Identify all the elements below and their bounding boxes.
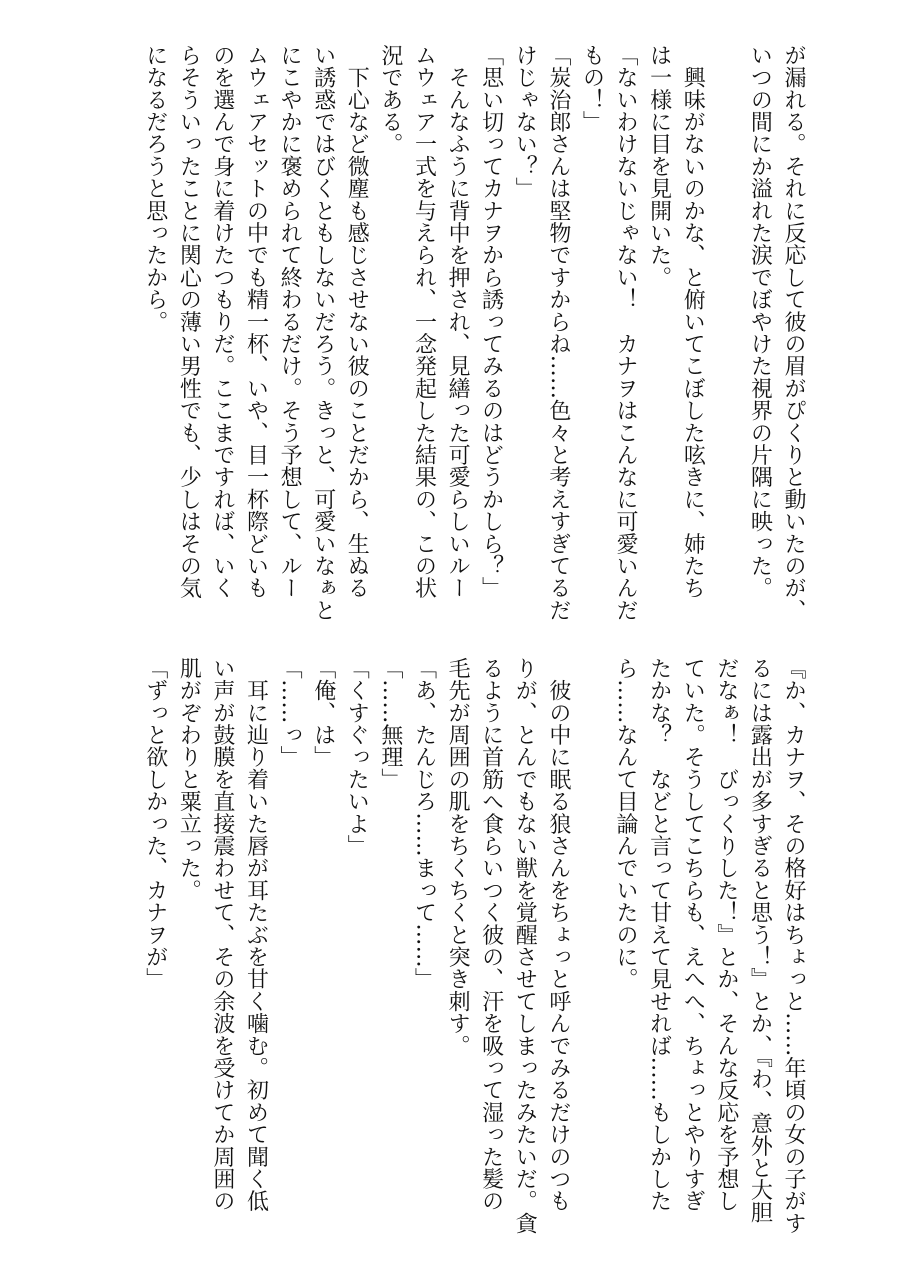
text-line <box>575 657 609 1247</box>
text-line: にこやかに褒められて終わるだけ。そう予想して、ルー <box>277 44 303 599</box>
text-line: が漏れる。それに反応して彼の眉がぴくりと動いたのが、 <box>781 44 806 622</box>
text-block-top <box>138 44 810 634</box>
text-line: 耳に辿り着いた唇が耳たぶを甘く噛む。初めて聞く低 <box>243 657 269 1212</box>
text-line: けじゃない？」 <box>512 44 538 200</box>
text-line: そんなふうに背中を押され、見繕った可愛らしいルー <box>445 44 471 599</box>
text-line: るように首筋へ食らいつく彼の、汗を吸って湿った髪の <box>478 657 504 1212</box>
text-line: 下心など微塵も感じさせない彼のことだから、生ぬる <box>344 44 370 599</box>
text-line: い誘惑ではびくともしないだろう。きっと、可愛いなぁと <box>310 44 336 622</box>
text-line: らそういったことに関心の薄い男性でも、少しはその気 <box>176 44 202 599</box>
text-line <box>709 44 743 634</box>
text-line: だなぁ！ びっくりした！』とか、そんな反応を予想し <box>713 657 739 1212</box>
text-line: 「思い切ってカナヲから誘ってみるのはどうかしら？」 <box>478 44 504 599</box>
text-line: 「……無理」 <box>377 657 403 791</box>
text-line: ムウェアセットの中でも精一杯、いや、目一杯際どいも <box>243 44 269 599</box>
text-line: 『か、カナヲ、その格好はちょっと……年頃の女の子がす <box>781 657 806 1235</box>
text-line: もの！」 <box>579 44 605 133</box>
text-line: のを選んで身に着けたつもりだ。ここまですれば、いく <box>209 44 235 599</box>
text-line: るには露出が多すぎると思う！』とか、『わ、意外と大胆 <box>747 657 773 1224</box>
text-line: 「俺、は」 <box>310 657 336 768</box>
text-line: 毛先が周囲の肌をちくちくと突き刺す。 <box>445 657 471 1057</box>
text-line: 「……っ」 <box>277 657 303 768</box>
text-line: いつの間にか溢れた涙でぼやけた視界の片隅に映った。 <box>747 44 773 599</box>
text-line: 「炭治郎さんは堅物ですからね……色々と考えすぎてるだ <box>545 44 571 622</box>
text-line: い声が鼓膜を直接震わせて、その余波を受けてか周囲の <box>209 657 235 1212</box>
text-line: ら……なんて目論んでいたのに。 <box>613 657 639 990</box>
text-line: ていた。そうしてこちらも、えへへ、ちょっとやりすぎ <box>680 657 706 1212</box>
text-line: 興味がないのかな、と俯いてこぼした呟きに、姉たち <box>680 44 706 599</box>
text-line: 「ないわけないじゃない！ カナヲはこんなに可愛いんだ <box>613 44 639 622</box>
text-line: りが、とんでもない獣を覚醒させてしまったみたいだ。貪 <box>512 657 538 1235</box>
text-line: 「あ、たんじろ……まって……」 <box>411 657 437 990</box>
text-line: 況である。 <box>377 44 403 155</box>
text-line: 「くすぐったいよ」 <box>344 657 370 857</box>
text-line: 「ずっと欲しかった、カナヲが」 <box>142 657 168 990</box>
text-line: たかな？ などと言って甘えて見せれば……もしかした <box>646 657 672 1212</box>
text-line: 彼の中に眠る狼さんをちょっと呼んでみるだけのつも <box>545 657 571 1212</box>
text-line: は一様に目を見開いた。 <box>646 44 672 289</box>
text-line: 肌がぞわりと粟立った。 <box>176 657 202 902</box>
text-block-bottom <box>138 657 810 1247</box>
text-line: ムウェア一式を与えられ、一念発起した結果の、この状 <box>411 44 437 599</box>
text-line: になるだろうと思ったから。 <box>142 44 168 333</box>
